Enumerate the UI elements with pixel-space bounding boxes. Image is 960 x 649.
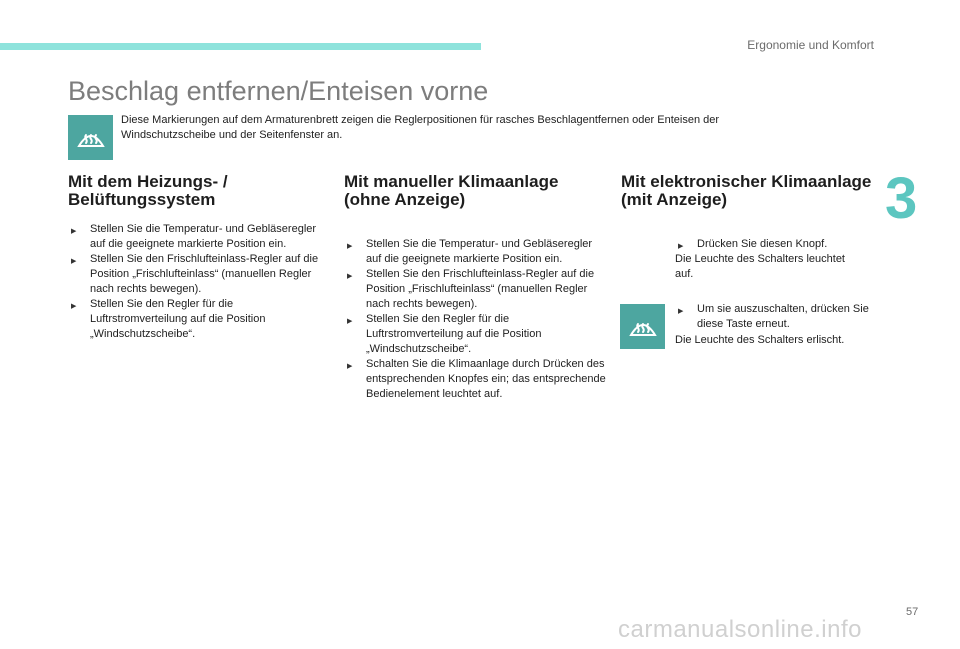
chapter-number: 3 [885, 166, 918, 231]
switch-off-note: Die Leuchte des Schalters erlischt. [675, 334, 845, 346]
top-accent-bar [0, 43, 481, 50]
heading-heating-ventilation: Mit dem Heizungs- / Belüftungssystem [68, 172, 228, 209]
list-item: ▶ Stellen Sie den Regler für die Luftrstromverteilung auf die Position „Windschutzscheibe“. [344, 312, 606, 357]
page-title: Beschlag entfernen/Enteisen vorne [68, 76, 489, 106]
steps-manual-ac [344, 237, 606, 402]
press-button-note: Die Leuchte des Schalters leuchtet auf. [675, 253, 845, 280]
list-item: ▶ Stellen Sie die Temperatur- und Gebläseregler auf die geeignete markierte Position ein. [68, 222, 330, 252]
page-number: 57 [906, 606, 919, 618]
windshield-defrost-icon [68, 115, 113, 160]
list-item: ▶ Stellen Sie die Temperatur- und Gebläseregler auf die geeignete markierte Position ein. [344, 237, 606, 267]
steps-heating-ventilation [68, 222, 330, 342]
windshield-defrost-icon [620, 304, 665, 349]
list-item: ▶ Stellen Sie den Frischlufteinlass-Regler auf die Position „Frischlufteinlass“ (manuellen Regler nach rechts bewegen). [68, 252, 330, 297]
watermark: carmanualsonline.info [618, 616, 862, 643]
list-item: ▶ Schalten Sie die Klimaanlage durch Drücken des entsprechenden Knopfes ein; das entsprechende Bedienelement leuchtet auf. [344, 357, 606, 402]
switch-off-step: ▶ Um sie auszuschalten, drücken Sie diese Taste erneut. [675, 302, 887, 332]
section-label: Ergonomie und Komfort [747, 38, 874, 52]
press-button-step: ▶ Drücken Sie diesen Knopf. [675, 237, 887, 252]
heading-electronic-ac: Mit elektronischer Klimaanlage (mit Anzeige) [621, 172, 872, 209]
list-item: ▶ Stellen Sie den Regler für die Luftrstromverteilung auf die Position „Windschutzscheibe“. [68, 297, 330, 342]
list-item: ▶ Stellen Sie den Frischlufteinlass-Regler auf die Position „Frischlufteinlass“ (manuellen Regler nach rechts bewegen). [344, 267, 606, 312]
heading-manual-ac: Mit manueller Klimaanlage (ohne Anzeige) [344, 172, 559, 209]
intro-text: Diese Markierungen auf dem Armaturenbrett zeigen die Reglerpositionen für rasches Beschlagentfernen oder Enteisen der Windschutzscheibe und der Seitenfenster an. [121, 114, 720, 141]
